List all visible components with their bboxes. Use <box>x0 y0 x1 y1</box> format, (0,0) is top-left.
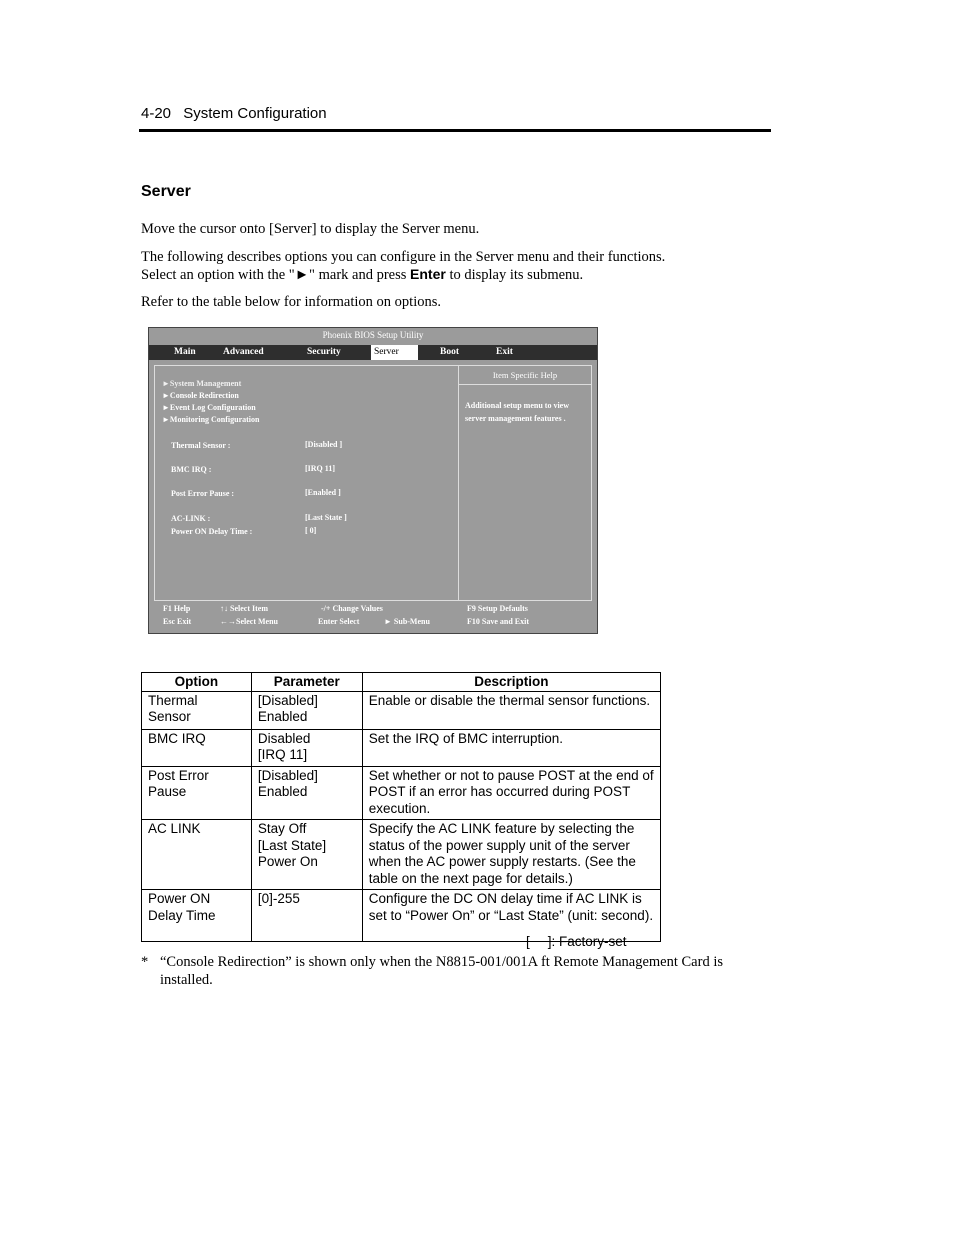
table-row <box>142 820 661 890</box>
parameter-cell: [Disabled] Enabled <box>251 766 362 820</box>
bios-menu-security: Security <box>307 347 341 357</box>
option-cell: Thermal Sensor <box>142 691 252 729</box>
bios-option-value: [ 0] <box>305 526 317 535</box>
bios-menu-advanced: Advanced <box>223 347 264 357</box>
text: to display its submenu. <box>445 267 584 283</box>
factory-set-note <box>526 934 627 949</box>
submenu-arrow-icon: ► <box>162 391 170 400</box>
key-hint-f9: F9 Setup Defaults <box>467 604 528 613</box>
key-hint-f1: F1 Help <box>163 604 191 613</box>
option-cell: Post Error Pause <box>142 766 252 820</box>
page-number: 4-20 <box>141 105 172 122</box>
paragraph-intro: Move the cursor onto [Server] to display the Server menu. <box>141 221 480 237</box>
bios-option-label: AC-LINK : <box>171 514 211 523</box>
key-hint-f10: F10 Save and Exit <box>467 617 530 626</box>
bios-menu-exit: Exit <box>496 347 513 357</box>
bios-menu-main: Main <box>174 347 196 357</box>
bracket-text: [ <box>526 934 530 949</box>
bios-submenu-monitoring <box>162 415 259 424</box>
parameter-cell: [Disabled] Enabled <box>251 691 362 729</box>
option-cell: Power ON Delay Time <box>142 890 252 942</box>
bios-help-panel <box>458 365 592 601</box>
parameter-cell: [0]-255 <box>251 890 362 942</box>
bios-title: Phoenix BIOS Setup Utility <box>322 330 424 340</box>
bios-option-value: [IRQ 11] <box>305 464 335 473</box>
parameter-cell: Stay Off [Last State] Power On <box>251 820 362 890</box>
key-hint-submenu: ► Sub-Menu <box>384 617 430 626</box>
description-cell: Set the IRQ of BMC interruption. <box>362 729 660 766</box>
bios-option-label: Post Error Pause : <box>171 489 235 498</box>
description-cell: Set whether or not to pause POST at the end of POST if an error has occurred during POST execution. <box>362 766 660 820</box>
submenu-label: Console Redirection <box>169 391 239 400</box>
footnote-mark: * <box>141 954 149 970</box>
submenu-arrow-icon: ► <box>162 379 170 388</box>
option-cell: BMC IRQ <box>142 729 252 766</box>
header-rule <box>139 129 771 132</box>
paragraph-line <box>141 266 665 284</box>
bios-option-value: [Disabled ] <box>305 440 343 449</box>
bios-screenshot <box>148 327 598 634</box>
bios-option-label: Power ON Delay Time : <box>171 527 253 536</box>
description-cell: Enable or disable the thermal sensor functions. <box>362 691 660 729</box>
paragraph-line: The following describes options you can configure in the Server menu and their functions. <box>141 249 666 265</box>
section-title: Server <box>141 183 191 200</box>
key-hint-select-menu: ←→Select Menu <box>220 617 278 626</box>
table-row <box>142 691 661 729</box>
column-header-description: Description <box>362 673 660 692</box>
bios-options-panel <box>154 365 459 601</box>
parameter-cell: Disabled [IRQ 11] <box>251 729 362 766</box>
column-header-option: Option <box>142 673 252 692</box>
column-header-parameter: Parameter <box>251 673 362 692</box>
bios-option-value: [Enabled ] <box>305 488 341 497</box>
paragraph-describes <box>141 249 665 284</box>
submenu-arrow-icon: ► <box>162 403 170 412</box>
submenu-arrow-icon: ► <box>162 415 170 424</box>
table-row <box>142 729 661 766</box>
submenu-label: Monitoring Configuration <box>169 415 260 424</box>
key-hint-select-item: ↑↓ Select Item <box>220 604 268 613</box>
text: Select an option with the "►" mark and press <box>141 267 411 283</box>
factory-set-text: ]: Factory-set <box>547 934 627 949</box>
help-title: Item Specific Help <box>492 370 558 380</box>
key-hint-change: -/+ Change Values <box>321 604 383 613</box>
option-cell: AC LINK <box>142 820 252 890</box>
table-row <box>142 766 661 820</box>
table-header-row <box>142 673 661 692</box>
description-cell: Configure the DC ON delay time if AC LINK is set to “Power On” or “Last State” (unit: second). <box>362 890 660 942</box>
description-cell: Specify the AC LINK feature by selecting the status of the power supply unit of the server when the AC power supply restarts. (See the table on the next page for details.) <box>362 820 660 890</box>
enter-key-text: Enter <box>410 266 446 282</box>
bios-submenu-event-log <box>162 403 256 412</box>
bios-menu-server: Server <box>371 345 418 360</box>
bios-option-label: Thermal Sensor : <box>171 441 231 450</box>
footnote <box>141 953 771 989</box>
help-text: Additional setup menu to view server management features . <box>465 401 570 423</box>
submenu-label: Event Log Configuration <box>169 403 256 412</box>
key-hint-esc: Esc Exit <box>163 617 192 626</box>
paragraph-refer: Refer to the table below for information on options. <box>141 294 441 310</box>
bios-submenu-system-management <box>162 379 241 388</box>
key-hint-enter: Enter Select <box>318 617 360 626</box>
chapter-title: System Configuration <box>183 105 327 122</box>
options-table <box>141 672 661 942</box>
bios-option-value: [Last State ] <box>305 513 347 522</box>
help-divider <box>459 384 591 385</box>
footnote-text: “Console Redirection” is shown only when the N8815-001/001A ft Remote Management Card is installed. <box>160 954 723 988</box>
submenu-label: System Management <box>169 379 242 388</box>
bios-submenu-console-redirection <box>162 391 239 400</box>
page-header <box>141 105 327 122</box>
bios-menu-boot: Boot <box>440 347 459 357</box>
bios-menu-bar <box>149 345 597 360</box>
bios-option-label: BMC IRQ : <box>171 465 212 474</box>
